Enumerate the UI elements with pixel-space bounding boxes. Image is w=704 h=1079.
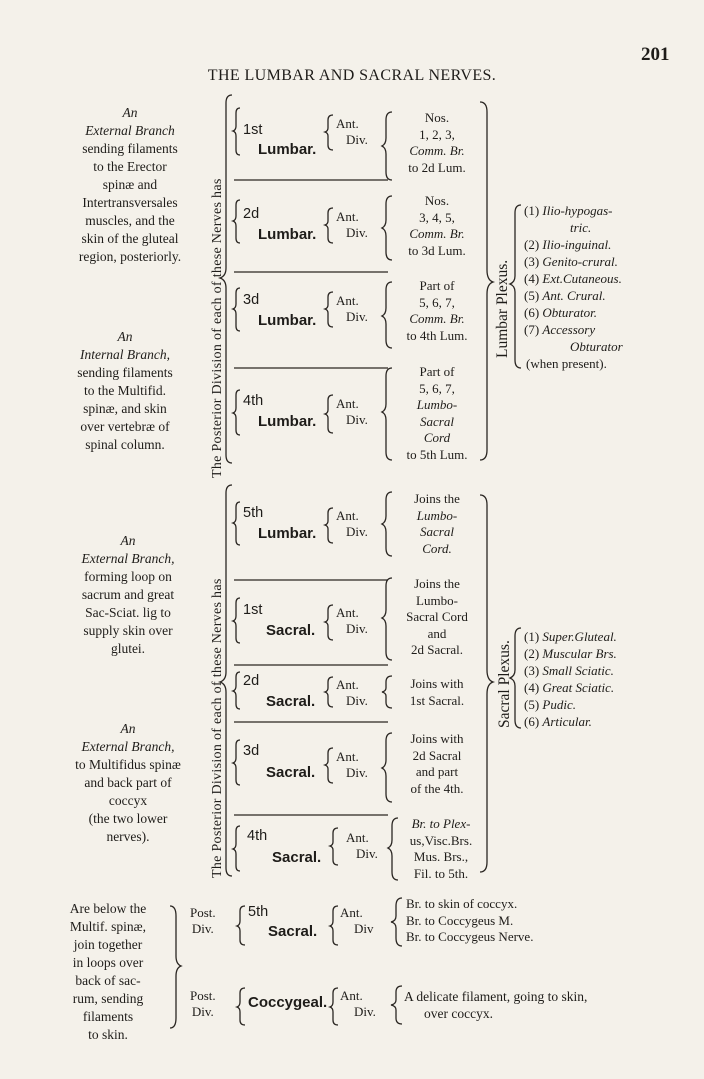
nerve-description: A delicate filament, going to skin, over coccyx. [404, 989, 588, 1021]
ant-div: Ant. Div. [336, 293, 368, 324]
nerve-description: Joins the Lumbo- Sacral Cord and 2d Sacral. [406, 576, 468, 657]
left-note-sacral-external: An External Branch, forming loop on sacrum and great Sac-Sciat. lig to supply skin over glutei. [81, 533, 175, 656]
ant-div: Ant. Div [340, 905, 374, 936]
ant-div: Ant. Div. [336, 605, 368, 636]
ant-div: Ant. Div. [340, 988, 376, 1019]
ant-div: Ant. Div. [336, 116, 368, 147]
page-number: 201 [641, 44, 670, 65]
nerve-number: 1st [243, 602, 263, 618]
nerve-name: Lumbar. [258, 312, 317, 329]
ant-div: Ant. Div. [346, 830, 378, 861]
nerve-number: 5th [248, 904, 269, 920]
ant-div: Ant. Div. [336, 677, 368, 708]
left-note-coccygeal: Are below the Multif. spinæ, join together in loops over back of sac- rum, sending filaments to skin. [69, 901, 147, 1042]
nerve-number: 2d [243, 206, 260, 222]
nerve-name: Lumbar. [258, 413, 317, 430]
ant-div: Ant. Div. [336, 508, 368, 539]
nerve-description: Joins with 1st Sacral. [409, 676, 465, 708]
nerve-description: Part of 5, 6, 7, Comm. Br. to 4th Lum. [406, 278, 468, 343]
nerve-description: Joins with 2d Sacral and part of the 4th. [410, 731, 464, 796]
sacral-plexus-list: (1) Super.Gluteal. (2) Muscular Brs. (3) Small Sciatic. (4) Great Sciatic. (5) Pudic. (6) Articular. [524, 629, 617, 729]
nerve-name: Lumbar. [258, 525, 317, 542]
nerve-name: Sacral. [266, 622, 316, 639]
post-div: Post. Div. [190, 988, 216, 1019]
nerve-number: 3d [243, 292, 260, 308]
nerve-name: Lumbar. [258, 141, 317, 158]
vertical-label-sacral: The Posterior Division of each of these Nerves has [210, 578, 225, 878]
nerve-description: Br. to skin of coccyx. Br. to Coccygeus M. Br. to Coccygeus Nerve. [406, 896, 534, 944]
nerve-description: Nos. 3, 4, 5, Comm. Br. to 3d Lum. [408, 193, 466, 258]
left-note-lower-sacral-external: An External Branch, to Multifidus spinæ and back part of coccyx (the two lower nerves). [75, 721, 181, 844]
nerve-description: Part of 5, 6, 7, Lumbo- Sacral Cord to 5th Lum. [406, 364, 468, 462]
nerve-number: 5th [243, 505, 264, 521]
nerve-number: 1st [243, 122, 263, 138]
nerve-description: Br. to Plex- us,Visc.Brs. Mus. Brs., Fil. to 5th. [409, 816, 473, 881]
nerve-name: Sacral. [272, 849, 322, 866]
post-div: Post. Div. [190, 905, 216, 936]
lumbar-plexus-list: (1) Ilio-hypogas- tric. (2) Ilio-inguinal. (3) Genito-crural. (4) Ext.Cutaneous. (5) Ant. Crural. (6) Obturator. (7) Accessory Obturator (when present). [524, 203, 623, 371]
nerve-name: Coccygeal. [248, 994, 328, 1011]
sacral-plexus-label: Sacral Plexus. [496, 640, 513, 728]
nerve-name: Sacral. [266, 764, 316, 781]
nerve-number: 4th [243, 393, 264, 409]
nerve-number: 2d [243, 673, 260, 689]
nerve-name: Sacral. [266, 693, 316, 710]
ant-div: Ant. Div. [336, 396, 368, 427]
nerve-number: 4th [247, 828, 268, 844]
page-title: THE LUMBAR AND SACRAL NERVES. [207, 67, 497, 84]
nerve-description: Nos. 1, 2, 3, Comm. Br. to 2d Lum. [408, 110, 466, 175]
vertical-label-lumbar: The Posterior Division of each of these Nerves has [210, 178, 225, 478]
nerve-name: Lumbar. [258, 226, 317, 243]
left-note-lumbar-external: An External Branch sending filaments to the Erector spinæ and Intertransversales muscles, and the skin of the gluteal region, posteriorly. [78, 105, 182, 264]
nerve-name: Sacral. [268, 923, 318, 940]
nerve-number: 3d [243, 743, 260, 759]
left-note-lumbar-internal: An Internal Branch, sending filaments to the Multifid. spinæ, and skin over vertebræ of spinal column. [77, 329, 173, 452]
ant-div: Ant. Div. [336, 209, 368, 240]
nerve-description: Joins the Lumbo- Sacral Cord. [414, 491, 460, 556]
lumbar-plexus-label: Lumbar Plexus. [494, 259, 511, 358]
ant-div: Ant. Div. [336, 749, 368, 780]
